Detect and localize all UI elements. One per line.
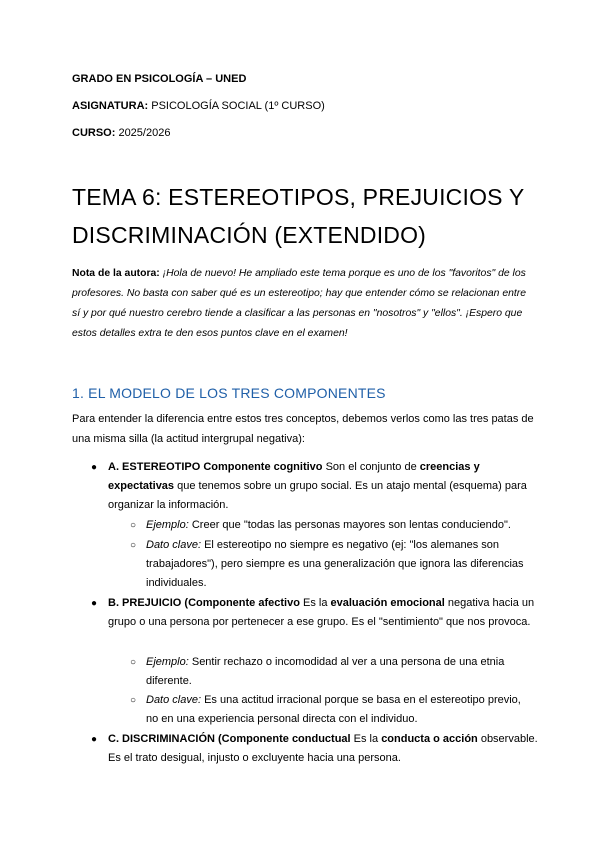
bullet-icon: ● <box>91 734 98 745</box>
item-b-title: B. PREJUICIO (Componente afectivo <box>108 597 300 609</box>
sub-item-example-b <box>130 653 536 691</box>
course-value: 2025/2026 <box>115 127 171 139</box>
degree-line <box>72 72 246 86</box>
item-c-text: Es la <box>350 733 382 745</box>
subject-label: ASIGNATURA: <box>72 100 149 112</box>
key-fact-label: Dato clave: <box>146 539 202 551</box>
list-item-discrimination <box>91 730 538 768</box>
item-c-keyword: conducta o acción <box>381 733 478 745</box>
sub-item-example-a <box>130 516 536 535</box>
circle-bullet-icon: ○ <box>130 540 137 551</box>
sub-item-key-a <box>130 536 536 594</box>
item-b-keyword: evaluación emocional <box>330 597 445 609</box>
list-item-prejudice <box>91 594 538 632</box>
key-fact-text: Es una actitud irracional porque se basa en el estereotipo previo, no en una experiencia personal directa con el individuo. <box>146 694 521 726</box>
circle-bullet-icon: ○ <box>130 520 137 531</box>
document-title <box>72 178 542 254</box>
subject-line <box>72 99 325 113</box>
note-text: ¡Hola de nuevo! He ampliado este tema porque es uno de los "favoritos" de los profesores. No basta con saber qué es un estereotipo; hay que entender cómo se relacionan entre sí y por qué nuestro cerebro tiende a clasificar a las personas en "nosotros" y "ellos". ¡Espero que estos detalles extra te den esos puntos clave en el examen! <box>72 268 527 339</box>
subject-value: PSICOLOGÍA SOCIAL (1º CURSO) <box>148 100 325 112</box>
item-a-keyword: creencias y expectativas <box>108 461 480 493</box>
item-a-title: A. ESTEREOTIPO Componente cognitivo <box>108 461 323 473</box>
course-label: CURSO: <box>72 127 116 139</box>
degree-text: GRADO EN PSICOLOGÍA – UNED <box>72 73 247 85</box>
sub-item-key-b <box>130 691 536 729</box>
bullet-icon: ● <box>91 598 98 609</box>
item-c-title: C. DISCRIMINACIÓN (Componente conductual <box>108 733 351 745</box>
author-note <box>72 264 534 344</box>
item-a-text: Son el conjunto de <box>322 461 420 473</box>
item-c-text-2: observable. Es el trato desigual, injusto o excluyente hacia una persona. <box>108 733 538 765</box>
circle-bullet-icon: ○ <box>130 657 137 668</box>
section-intro: Para entender la diferencia entre estos tres conceptos, debemos verlos como las tres patas de una misma silla (la actitud intergrupal negativa): <box>72 413 534 445</box>
list-item-stereotype <box>91 458 538 516</box>
bullet-icon: ● <box>91 462 98 473</box>
section-heading: 1. EL MODELO DE LOS TRES COMPONENTES <box>72 385 386 401</box>
item-a-text-2: que tenemos sobre un grupo social. Es un atajo mental (esquema) para organizar la información. <box>108 480 527 512</box>
note-label: Nota de la autora: <box>72 268 160 279</box>
key-fact-text: El estereotipo no siempre es negativo (ej: "los alemanes son trabajadores"), pero siempre es una generalización que ignora las diferencias individuales. <box>146 539 524 590</box>
item-b-text: Es la <box>299 597 331 609</box>
title-line-1: TEMA 6: ESTEREOTIPOS, PREJUICIOS Y <box>72 184 525 210</box>
example-text: Sentir rechazo o incomodidad al ver a una persona de una etnia diferente. <box>146 656 505 688</box>
course-line <box>72 126 170 140</box>
example-label: Ejemplo: <box>146 656 189 668</box>
example-label: Ejemplo: <box>146 519 189 531</box>
circle-bullet-icon: ○ <box>130 695 137 706</box>
item-b-text-2: negativa hacia un grupo o una persona por pertenecer a ese grupo. Es el "sentimiento" que nos provoca. <box>108 597 535 629</box>
example-text: Creer que "todas las personas mayores son lentas conduciendo". <box>188 519 511 531</box>
key-fact-label: Dato clave: <box>146 694 202 706</box>
title-line-2: DISCRIMINACIÓN (EXTENDIDO) <box>72 222 427 248</box>
